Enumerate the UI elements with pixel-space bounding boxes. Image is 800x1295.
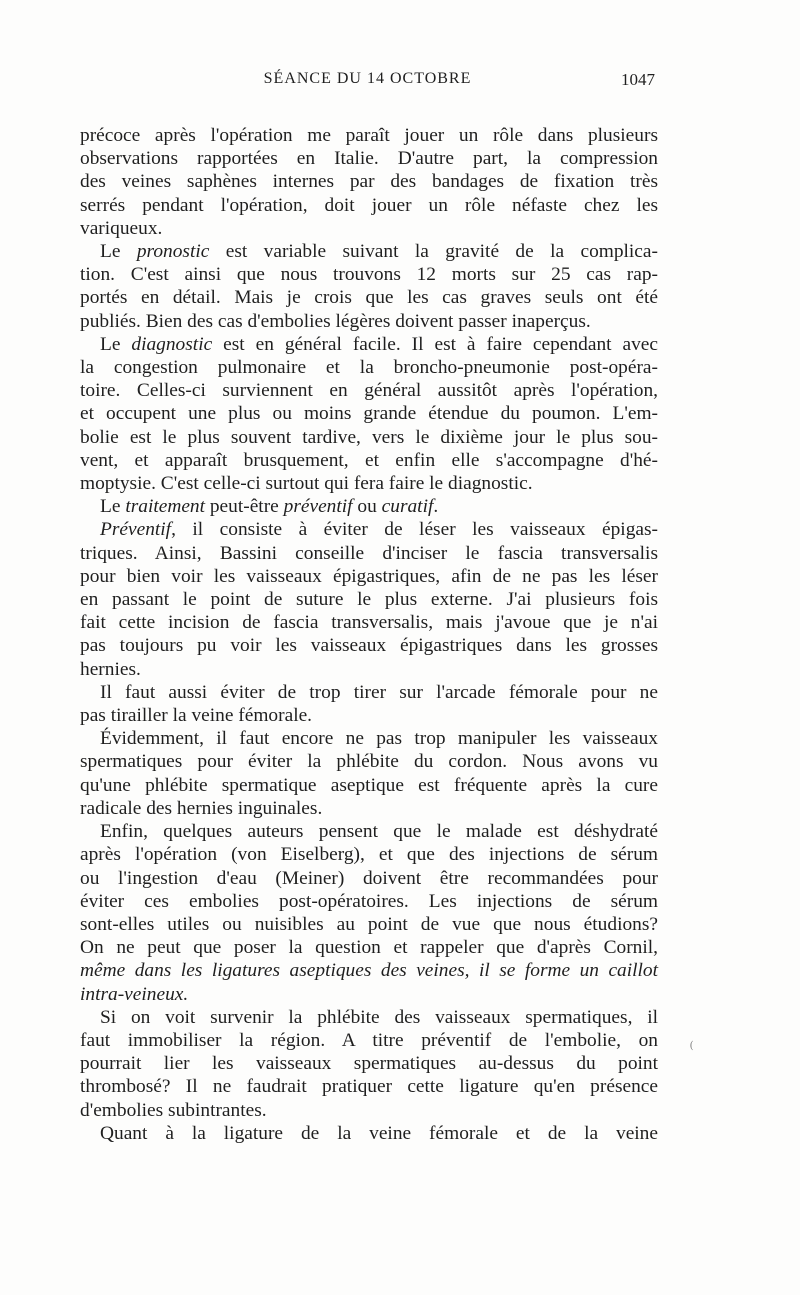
text-line: qu'une phlébite spermatique aseptique est fréquente après la cure <box>80 774 658 796</box>
text-line: On ne peut que poser la question et rappeler que d'après Cornil, <box>80 937 658 959</box>
margin-mark: ( <box>690 1040 694 1051</box>
text-line: publiés. Bien des cas d'embolies légères doivent passer inaperçus. <box>80 310 591 332</box>
text-line: précoce après l'opération me paraît jouer un rôle dans plusieurs <box>80 125 658 146</box>
text-line: pourrait lier les vaisseaux spermatiques au-dessus du point <box>80 1053 658 1075</box>
italic-term: traitement <box>125 496 206 518</box>
text-line: ou l'ingestion d'eau (Meiner) doivent être recommandées pour <box>80 867 658 889</box>
italic-term: Préventif <box>100 519 172 541</box>
text-line: radicale des hernies inguinales. <box>80 797 323 819</box>
text-line: d'embolies subintrantes. <box>80 1099 267 1121</box>
text-line: triques. Ainsi, Bassini conseille d'inciser le fascia transversalis <box>80 542 658 564</box>
text-line-italic: même dans les ligatures aseptiques des veines, il se forme un caillot <box>80 960 658 982</box>
text-line: et occupent une plus ou moins grande étendue du poumon. L'em- <box>80 403 658 425</box>
text-line: Enfin, quelques auteurs pensent que le malade est déshydraté <box>100 821 658 843</box>
text-line: bolie est le plus souvent tardive, vers le dixième jour le plus sou- <box>80 426 658 448</box>
text-line: des veines saphènes internes par des bandages de fixation très <box>80 171 658 193</box>
text-line: serrés pendant l'opération, doit jouer un rôle néfaste chez les <box>80 194 658 216</box>
text-line: thrombosé? Il ne faudrait pratiquer cette ligature qu'en présence <box>80 1076 658 1098</box>
italic-term: curatif <box>381 496 434 518</box>
text-line: Évidemment, il faut encore ne pas trop manipuler les vaisseaux <box>100 728 658 750</box>
text-line: observations rapportées en Italie. D'autre part, la compression <box>80 148 658 170</box>
text-line: sont-elles utiles ou nuisibles au point de vue que nous étudions? <box>80 913 658 935</box>
text-line: portés en détail. Mais je crois que les cas graves seuls ont été <box>80 287 658 309</box>
text-line-preventif: Préventif, il consiste à éviter de léser les vaisseaux épigas- <box>100 519 658 541</box>
text-line-italic: intra-veineux. <box>80 983 189 1005</box>
italic-term: préventif <box>283 496 353 518</box>
text-line-traitement: Le traitement peut-être préventif ou curatif. <box>100 496 439 518</box>
text-line: moptysie. C'est celle-ci surtout qui fera faire le diagnostic. <box>80 473 533 495</box>
text-line: après l'opération (von Eiselberg), et que des injections de sérum <box>80 844 658 866</box>
text-line-diagnostic: Le diagnostic est en général facile. Il est à faire cependant avec <box>100 333 658 355</box>
running-header <box>80 70 655 92</box>
text-line: tion. C'est ainsi que nous trouvons 12 morts sur 25 cas rap- <box>80 264 658 286</box>
text-line: pour bien voir les vaisseaux épigastriques, afin de ne pas les léser <box>80 565 658 587</box>
text-line: fait cette incision de fascia transversalis, mais j'avoue que je n'ai <box>80 612 658 634</box>
italic-term: diagnostic <box>131 333 213 355</box>
text-line: variqueux. <box>80 217 163 239</box>
text-line: toire. Celles-ci surviennent en général aussitôt après l'opération, <box>80 380 658 402</box>
text-line: hernies. <box>80 658 141 680</box>
text-line: faut immobiliser la région. A titre préventif de l'embolie, on <box>80 1029 658 1051</box>
text-line: Il faut aussi éviter de trop tirer sur l'arcade fémorale pour ne <box>100 681 658 703</box>
text-line: en passant le point de suture le plus externe. J'ai plusieurs fois <box>80 589 658 611</box>
text-line: Quant à la ligature de la veine fémorale et de la veine <box>100 1122 658 1144</box>
text-line-pronostic: Le pronostic est variable suivant la gravité de la complica- <box>100 241 658 263</box>
text-line: pas tirailler la veine fémorale. <box>80 705 313 727</box>
text-line: spermatiques pour éviter la phlébite du cordon. Nous avons vu <box>80 751 658 773</box>
text-line: la congestion pulmonaire et la broncho-pneumonie post-opéra- <box>80 357 658 379</box>
body-text <box>80 124 658 1145</box>
page-number: 1047 <box>621 70 655 89</box>
header-title: SÉANCE DU 14 OCTOBRE <box>263 70 472 87</box>
text-line: pas toujours pu voir les vaisseaux épigastriques dans les grosses <box>80 635 658 657</box>
text-line: vent, et apparaît brusquement, et enfin elle s'accompagne d'hé- <box>80 449 658 471</box>
text-line: éviter ces embolies post-opératoires. Les injections de sérum <box>80 890 658 912</box>
italic-term: pronostic <box>136 241 210 263</box>
text-line: Si on voit survenir la phlébite des vaisseaux spermatiques, il <box>100 1006 658 1028</box>
